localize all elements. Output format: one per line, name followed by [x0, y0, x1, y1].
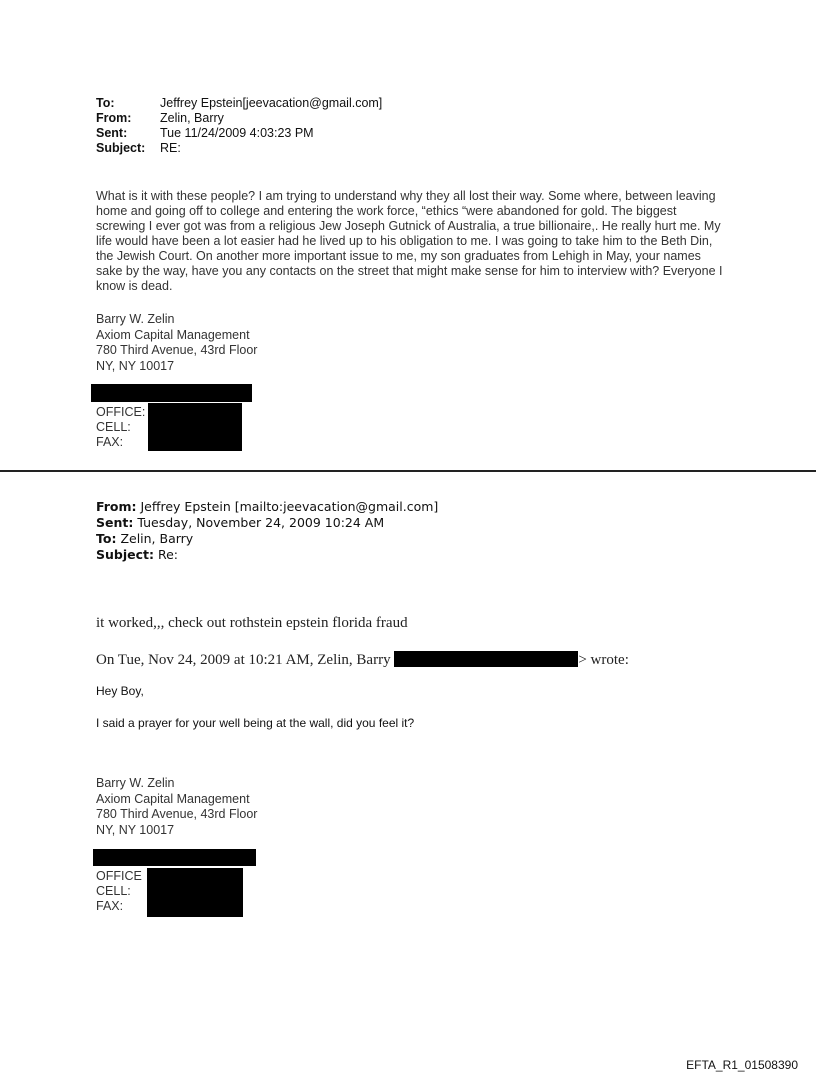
- to-label: To:: [96, 531, 117, 546]
- redaction-block: [148, 403, 242, 451]
- email1-sent-row: [96, 126, 314, 141]
- email1-contact-labels: [96, 405, 145, 450]
- sent-label: Sent:: [96, 515, 134, 530]
- signature-company: Axiom Capital Management: [96, 791, 250, 806]
- email1-body: What is it with these people? I am trying to understand why they all lost their way. Some where, between leaving home and going off to college and entering the work force, “ethics “were abandoned for gold. The biggest screwing I ever got was from a religious Jew Joseph Gutnick of Australia, a true billionaire,. He really hurt me. My life would have been a lot easier had he lived up to his obligation to me. I was going to take him to the Beth Din, the Jewish Court. On another more important issue to me, my son graduates from Lehigh in May, your names sake by the way, have you any contacts on the street that might make sense for him to interview with? Everyone I know is dead.: [96, 189, 723, 293]
- to-label: To:: [96, 96, 115, 110]
- redaction-block: [394, 651, 578, 667]
- email2-from-row: [96, 499, 438, 514]
- quote-prefix: On Tue, Nov 24, 2009 at 10:21 AM, Zelin, Barry: [96, 652, 391, 668]
- email1-to-row: [96, 96, 382, 111]
- signature-company: Axiom Capital Management: [96, 327, 250, 342]
- email2-body: it worked,,, check out rothstein epstein florida fraud: [96, 615, 408, 631]
- quote-attribution: [96, 651, 716, 669]
- sent-label: Sent:: [96, 126, 128, 140]
- email2-sent: Tuesday, November 24, 2009 10:24 AM: [137, 515, 385, 530]
- email2-to: Zelin, Barry: [120, 531, 194, 546]
- email1-sent: Tue 11/24/2009 4:03:23 PM: [160, 126, 314, 140]
- office-label: OFFICE: [96, 869, 142, 883]
- subject-label: Subject:: [96, 141, 146, 155]
- office-label: OFFICE:: [96, 405, 146, 419]
- cell-label: CELL:: [96, 884, 131, 898]
- quote-suffix: > wrote:: [578, 652, 629, 668]
- email1-subject: RE:: [160, 141, 181, 155]
- document-id: EFTA_R1_01508390: [686, 1058, 798, 1072]
- quoted-body: I said a prayer for your well being at the wall, did you feel it?: [96, 716, 415, 730]
- email2-contact-labels: [96, 869, 142, 914]
- signature-name: Barry W. Zelin: [96, 312, 175, 326]
- signature-city: NY, NY 10017: [96, 822, 175, 837]
- quoted-greeting: Hey Boy,: [96, 684, 144, 698]
- email2-signature: [96, 776, 257, 838]
- signature-address: 780 Third Avenue, 43rd Floor: [96, 343, 258, 357]
- email1-to: Jeffrey Epstein[jeevacation@gmail.com]: [160, 96, 383, 110]
- signature-address: 780 Third Avenue, 43rd Floor: [96, 807, 258, 821]
- email2-subject: Re:: [157, 547, 179, 562]
- email2-to-row: [96, 531, 193, 546]
- subject-label: Subject:: [96, 547, 154, 562]
- email2-sent-row: [96, 515, 384, 530]
- email2-subject-row: [96, 547, 178, 562]
- redaction-block: [93, 849, 256, 866]
- signature-name: Barry W. Zelin: [96, 776, 175, 790]
- redaction-block: [147, 868, 243, 917]
- email1-signature: [96, 312, 257, 374]
- email1-from-row: [96, 111, 224, 126]
- fax-label: FAX:: [96, 435, 124, 449]
- email1-subject-row: [96, 141, 181, 156]
- from-label: From:: [96, 499, 137, 514]
- email2-from: Jeffrey Epstein [mailto:jeevacation@gmail.com]: [140, 499, 439, 514]
- separator-rule: [0, 470, 816, 472]
- cell-label: CELL:: [96, 420, 131, 434]
- from-label: From:: [96, 111, 132, 125]
- email1-from: Zelin, Barry: [160, 111, 224, 125]
- redaction-block: [91, 384, 252, 402]
- fax-label: FAX:: [96, 899, 124, 913]
- signature-city: NY, NY 10017: [96, 358, 175, 373]
